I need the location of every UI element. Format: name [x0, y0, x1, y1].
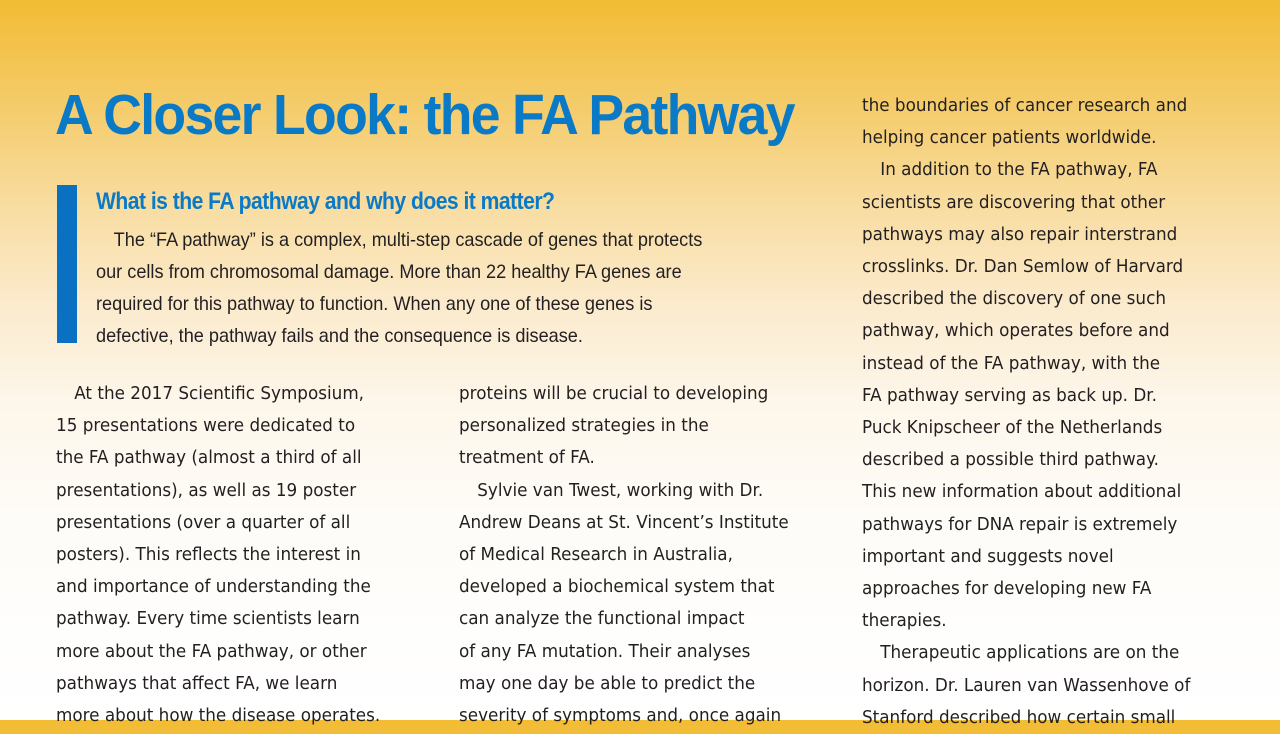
text-line: of Medical Research in Australia, [459, 545, 733, 566]
text-line: pathways that affect FA, we learn [56, 673, 338, 694]
text-line: FA pathway serving as back up. Dr. [862, 385, 1158, 406]
text-line: posters). This reflects the interest in [56, 545, 361, 566]
text-line: personalized strategies in the [459, 416, 709, 437]
text-column-3 [862, 90, 1204, 734]
text-line: therapies. [862, 611, 947, 632]
text-line: presentations), as well as 19 poster [56, 480, 357, 501]
callout-line: defective, the pathway fails and the consequence is disease. [96, 325, 583, 347]
text-line: proteins will be crucial to developing [459, 384, 769, 404]
text-line: Sylvie van Twest, working with Dr. [477, 480, 764, 501]
callout-body [96, 224, 816, 352]
text-line: pathways may also repair interstrand [862, 224, 1178, 245]
text-line: the boundaries of cancer research and [862, 96, 1188, 116]
text-line: scientists are discovering that other [862, 192, 1166, 213]
text-line: Stanford described how certain small [862, 707, 1176, 728]
text-line: helping cancer patients worldwide. [862, 128, 1157, 149]
text-line: treatment of FA. [459, 448, 595, 469]
text-line: more about the FA pathway, or other [56, 641, 367, 662]
text-line: severity of symptoms and, once again [459, 706, 782, 727]
text-line: can analyze the functional impact [459, 609, 745, 630]
text-line: 15 presentations were dedicated to [56, 416, 356, 437]
text-line: developed a biochemical system that [459, 577, 775, 598]
text-line: This new information about additional [862, 482, 1182, 503]
callout-heading: What is the FA pathway and why does it matter? [96, 188, 555, 215]
text-line: important and suggests novel [862, 546, 1114, 567]
text-line: crosslinks. Dr. Dan Semlow of Harvard [862, 257, 1184, 278]
text-line: pathway. Every time scientists learn [56, 609, 360, 630]
text-line: In addition to the FA pathway, FA [880, 160, 1158, 181]
text-line: At the 2017 Scientific Symposium, [74, 384, 365, 404]
text-line: pathway, which operates before and [862, 321, 1170, 342]
text-line: pathways for DNA repair is extremely [862, 514, 1178, 535]
text-line: horizon. Dr. Lauren van Wassenhove of [862, 675, 1191, 696]
text-line: approaches for developing new FA [862, 579, 1152, 600]
callout-line: our cells from chromosomal damage. More than 22 healthy FA genes are [96, 261, 682, 283]
text-line: Therapeutic applications are on the [880, 643, 1180, 664]
text-line: may one day be able to predict the [459, 673, 756, 694]
text-column-1 [56, 378, 394, 732]
text-line: Puck Knipscheer of the Netherlands [862, 418, 1163, 439]
text-line: more about how the disease operates. [56, 706, 381, 727]
text-line: instead of the FA pathway, with the [862, 353, 1161, 374]
text-line: described a possible third pathway. [862, 450, 1159, 471]
text-line: presentations (over a quarter of all [56, 512, 351, 533]
text-line: Andrew Deans at St. Vincent’s Institute [459, 512, 789, 533]
article-title: A Closer Look: the FA Pathway [55, 83, 794, 147]
callout-line: required for this pathway to function. When any one of these genes is [96, 293, 653, 315]
text-line: and importance of understanding the [56, 577, 371, 598]
callout-accent-bar [57, 185, 77, 343]
text-column-2 [459, 378, 802, 732]
text-line: the FA pathway (almost a third of all [56, 448, 362, 469]
text-line: described the discovery of one such [862, 289, 1166, 310]
callout-line: The “FA pathway” is a complex, multi-step cascade of genes that protects [113, 229, 703, 251]
text-line: of any FA mutation. Their analyses [459, 641, 751, 662]
